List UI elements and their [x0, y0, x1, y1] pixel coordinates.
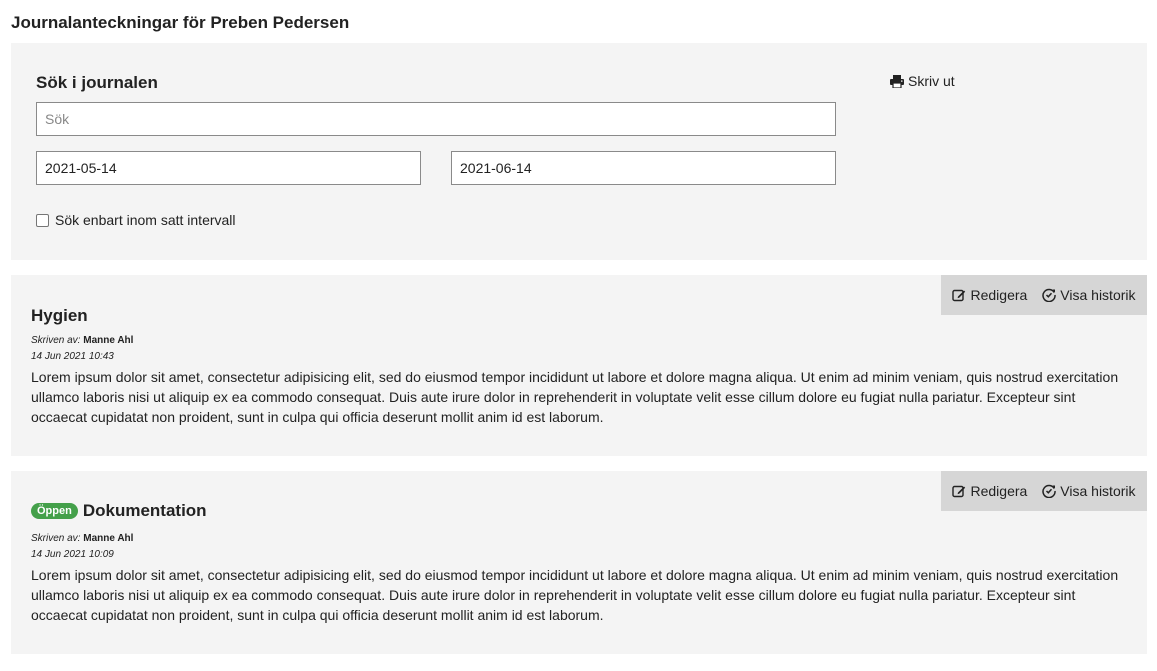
entry-title-text: Hygien	[31, 306, 88, 325]
history-button[interactable]	[1042, 287, 1135, 303]
edit-icon	[952, 484, 966, 498]
history-label: Visa historik	[1060, 483, 1136, 499]
history-button[interactable]	[1042, 483, 1135, 499]
search-heading: Sök i journalen	[36, 73, 158, 92]
history-label: Visa historik	[1060, 287, 1136, 303]
entry-actions	[941, 275, 1147, 315]
edit-button[interactable]	[952, 483, 1027, 499]
entry-body: Lorem ipsum dolor sit amet, consectetur adipisicing elit, sed do eiusmod tempor incididunt ut labore et dolore magna aliqua. Ut enim ad minim veniam, quis nostrud exercitation ullamco laboris nisi ut aliquip ex ea commodo consequat. Duis aute irure dolor in reprehenderit in voluptate velit esse cillum dolore eu fugiat nulla pariatur. Excepteur sint occaecat cupidatat non proident, sunt in culpa qui officia deserunt mollit anim id est laborum.	[31, 369, 1119, 425]
page-title: Journalanteckningar för Preben Pedersen	[11, 13, 350, 32]
search-panel	[11, 43, 1147, 260]
edit-label: Redigera	[970, 287, 1028, 303]
journal-entry	[11, 275, 1147, 456]
history-icon	[1042, 484, 1056, 498]
entry-title-text: Dokumentation	[82, 501, 207, 520]
entry-body: Lorem ipsum dolor sit amet, consectetur adipisicing elit, sed do eiusmod tempor incididunt ut labore et dolore magna aliqua. Ut enim ad minim veniam, quis nostrud exercitation ullamco laboris nisi ut aliquip ex ea commodo consequat. Duis aute irure dolor in reprehenderit in voluptate velit esse cillum dolore eu fugiat nulla pariatur. Excepteur sint occaecat cupidatat non proident, sunt in culpa qui officia deserunt mollit anim id est laborum.	[31, 567, 1119, 623]
author-name: Manne Ahl	[83, 533, 134, 544]
entry-author	[31, 335, 133, 346]
date-from-field[interactable]	[36, 151, 421, 185]
interval-label: Sök enbart inom satt intervall	[55, 212, 236, 228]
edit-label: Redigera	[970, 483, 1028, 499]
interval-checkbox[interactable]	[36, 214, 49, 227]
entry-author	[31, 533, 133, 544]
history-icon	[1042, 288, 1056, 302]
date-to-field[interactable]	[451, 151, 836, 185]
print-label: Skriv ut	[908, 73, 955, 89]
printer-icon	[890, 75, 904, 88]
journal-entry	[11, 471, 1147, 654]
entry-title	[31, 306, 88, 326]
entry-date: 14 Jun 2021 10:09	[31, 549, 114, 560]
edit-button[interactable]	[952, 287, 1027, 303]
author-label: Skriven av:	[31, 533, 81, 544]
entry-title	[31, 501, 207, 521]
status-badge: Öppen	[31, 503, 78, 519]
entry-date: 14 Jun 2021 10:43	[31, 351, 114, 362]
author-label: Skriven av:	[31, 335, 81, 346]
print-button[interactable]	[890, 73, 955, 89]
edit-icon	[952, 288, 966, 302]
interval-option	[36, 212, 236, 228]
search-input[interactable]	[36, 102, 836, 136]
author-name: Manne Ahl	[83, 335, 134, 346]
entry-actions	[941, 471, 1147, 511]
